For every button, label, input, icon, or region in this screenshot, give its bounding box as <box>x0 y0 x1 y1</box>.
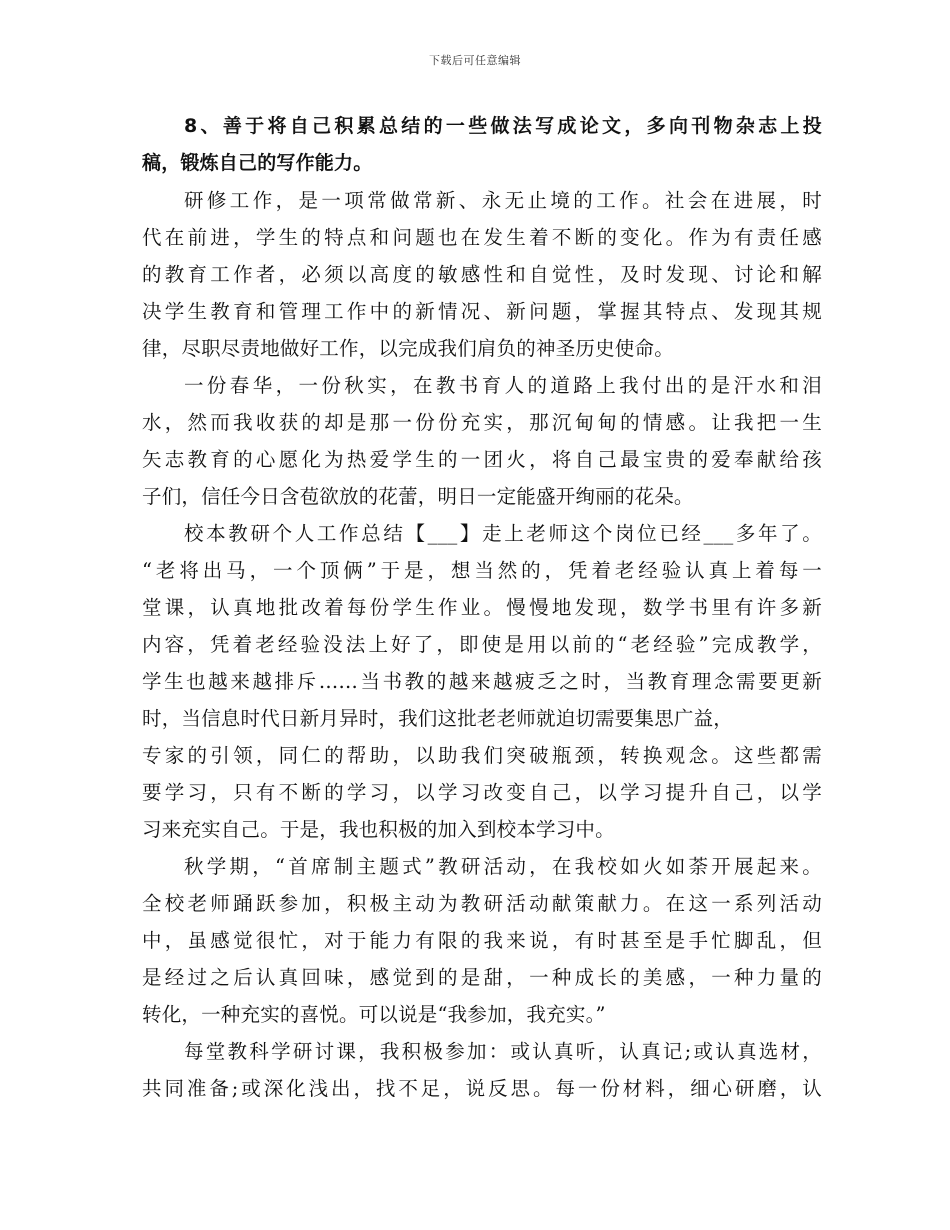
paragraph-line: 一份春华，一份秋实，在教书育人的道路上我付出的是汗水和泪 <box>184 374 822 397</box>
paragraph-line: 水，然而我收获的却是那一份份充实，那沉甸甸的情感。让我把一生 <box>142 411 822 434</box>
paragraph-line: 转化，一种充实的喜悦。可以说是“我参加，我充实。” <box>142 1003 606 1026</box>
paragraph-line: 堂课，认真地批改着每份学生作业。慢慢地发现，数学书里有许多新 <box>142 596 822 619</box>
paragraph-line: 习来充实自己。于是，我也积极的加入到校本学习中。 <box>142 818 615 841</box>
paragraph-line: 律，尽职尽责地做好工作，以完成我们肩负的神圣历史使命。 <box>142 337 674 360</box>
paragraph-line: 是经过之后认真回味，感觉到的是甜，一种成长的美感，一种力量的 <box>142 966 822 989</box>
page-header: 下载后可任意编辑 <box>429 54 521 67</box>
paragraph-line: 子们，信任今日含苞欲放的花蕾，明日一定能盛开绚丽的花朵。 <box>142 485 694 508</box>
paragraph-line: 时，当信息时代日新月异时，我们这批老老师就迫切需要集思广益， <box>142 707 734 730</box>
paragraph-line: 代在前进，学生的特点和问题也在发生着不断的变化。作为有责任感 <box>142 226 822 249</box>
paragraph-line: 校本教研个人工作总结【___】走上老师这个岗位已经___多年了。 <box>184 522 822 545</box>
paragraph-line: 共同准备;或深化浅出，找不足，说反思。每一份材料，细心研磨，认 <box>142 1077 822 1100</box>
paragraph-line: 专家的引领，同仁的帮助，以助我们突破瓶颈，转换观念。这些都需 <box>142 744 822 767</box>
paragraph-line: 秋学期，“首席制主题式”教研活动，在我校如火如荼开展起来。 <box>184 855 822 878</box>
paragraph-line: “老将出马，一个顶俩”于是，想当然的，凭着老经验认真上着每一 <box>142 559 822 582</box>
paragraph-line: 决学生教育和管理工作中的新情况、新问题，掌握其特点、发现其规 <box>142 300 822 323</box>
document-body <box>142 108 822 1107</box>
paragraph-line: 学生也越来越排斥……当书教的越来越疲乏之时，当教育理念需要更新 <box>142 670 822 693</box>
paragraph-line: 内容，凭着老经验没法上好了，即使是用以前的“老经验”完成教学， <box>142 633 822 656</box>
paragraph-line: 研修工作，是一项常做常新、永无止境的工作。社会在进展，时 <box>184 189 822 212</box>
paragraph-line: 的教育工作者，必须以高度的敏感性和自觉性，及时发现、讨论和解 <box>142 263 822 286</box>
paragraph-line: 矢志教育的心愿化为热爱学生的一团火，将自己最宝贵的爱奉献给孩 <box>142 448 822 471</box>
numbered-item-heading: 8、善于将自己积累总结的一些做法写成论文，多向刊物杂志上投 <box>184 115 822 137</box>
paragraph-line: 每堂教科学研讨课，我积极参加：或认真听，认真记;或认真选材， <box>184 1040 822 1063</box>
numbered-item-heading-cont: 稿，锻炼自己的写作能力。 <box>142 152 373 174</box>
paragraph-line: 中，虽感觉很忙，对于能力有限的我来说，有时甚至是手忙脚乱，但 <box>142 929 822 952</box>
paragraph-line: 要学习，只有不断的学习，以学习改变自己，以学习提升自己，以学 <box>142 781 822 804</box>
paragraph-line: 全校老师踊跃参加，积极主动为教研活动献策献力。在这一系列活动 <box>142 892 822 915</box>
